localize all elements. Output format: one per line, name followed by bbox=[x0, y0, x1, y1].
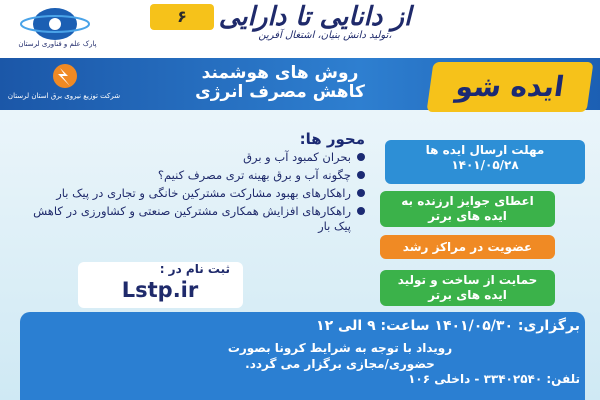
bullet-icon bbox=[357, 171, 365, 179]
header-subtitle: ،تولید دانش بنیان، اشتغال آفرین bbox=[258, 30, 392, 41]
company-name: شرکت توزیع نیروی برق استان لرستان bbox=[7, 92, 121, 100]
support-pill bbox=[380, 270, 555, 306]
pill-line: ایده های برتر bbox=[428, 209, 507, 223]
park-name: پارک علم و فناوری لرستان bbox=[18, 40, 97, 48]
pill-line: عضویت در مراکز رشد bbox=[402, 240, 533, 254]
header-title: از دانایی تا دارایی bbox=[218, 2, 412, 32]
event-note-line2: حضوری/مجازی برگزار می گردد. bbox=[245, 357, 435, 371]
pill-line: مهلت ارسال ایده ها bbox=[425, 143, 545, 157]
banner-title bbox=[120, 64, 440, 102]
event-date: برگزاری: ۱۴۰۱/۰۵/۳۰ ساعت: ۹ الی ۱۲ bbox=[316, 318, 580, 334]
bullet-icon bbox=[357, 189, 365, 197]
axes-title: محور ها: bbox=[299, 130, 365, 148]
bullet-icon bbox=[357, 207, 365, 215]
membership-pill bbox=[380, 235, 555, 259]
banner-title-line1: روش های هوشمند bbox=[201, 63, 359, 83]
ideashow-logo: ایده شو bbox=[426, 62, 593, 112]
axis-item: چگونه آب و برق بهینه تری مصرف کنیم؟ bbox=[20, 168, 365, 183]
pill-line: ۱۴۰۱/۰۵/۲۸ bbox=[451, 158, 519, 172]
banner-title-line2: کاهش مصرف انرژی bbox=[195, 82, 365, 102]
axes-list bbox=[20, 150, 365, 237]
axis-item: بحران کمبود آب و برق bbox=[20, 150, 365, 165]
axis-item: راهکارهای بهبود مشارکت مشترکین خانگی و تجاری در پیک بار bbox=[20, 186, 365, 201]
pill-line: اعطای جوایز ارزنده به bbox=[401, 194, 534, 208]
phone-info: تلفن: ۳۳۴۰۲۵۴۰ - داخلی ۱۰۶ bbox=[408, 372, 580, 386]
edition-badge: ۶ bbox=[150, 4, 214, 30]
prizes-pill bbox=[380, 191, 555, 227]
bullet-icon bbox=[357, 153, 365, 161]
deadline-pill bbox=[385, 140, 585, 184]
pill-line: حمایت از ساخت و تولید bbox=[397, 273, 538, 287]
axis-item: راهکارهای افزایش همکاری مشترکین صنعتی و کشاورزی در کاهش پیک بار bbox=[20, 204, 365, 234]
register-label: ثبت نام در : bbox=[159, 262, 230, 276]
park-logo bbox=[8, 4, 103, 56]
register-link[interactable]: Lstp.ir bbox=[121, 278, 199, 302]
event-note-line1: رویداد با توجه به شرایط کرونا بصورت bbox=[227, 341, 453, 355]
company-logo bbox=[10, 60, 120, 92]
pill-line: ایده های برتر bbox=[428, 288, 507, 302]
event-note bbox=[100, 340, 580, 372]
